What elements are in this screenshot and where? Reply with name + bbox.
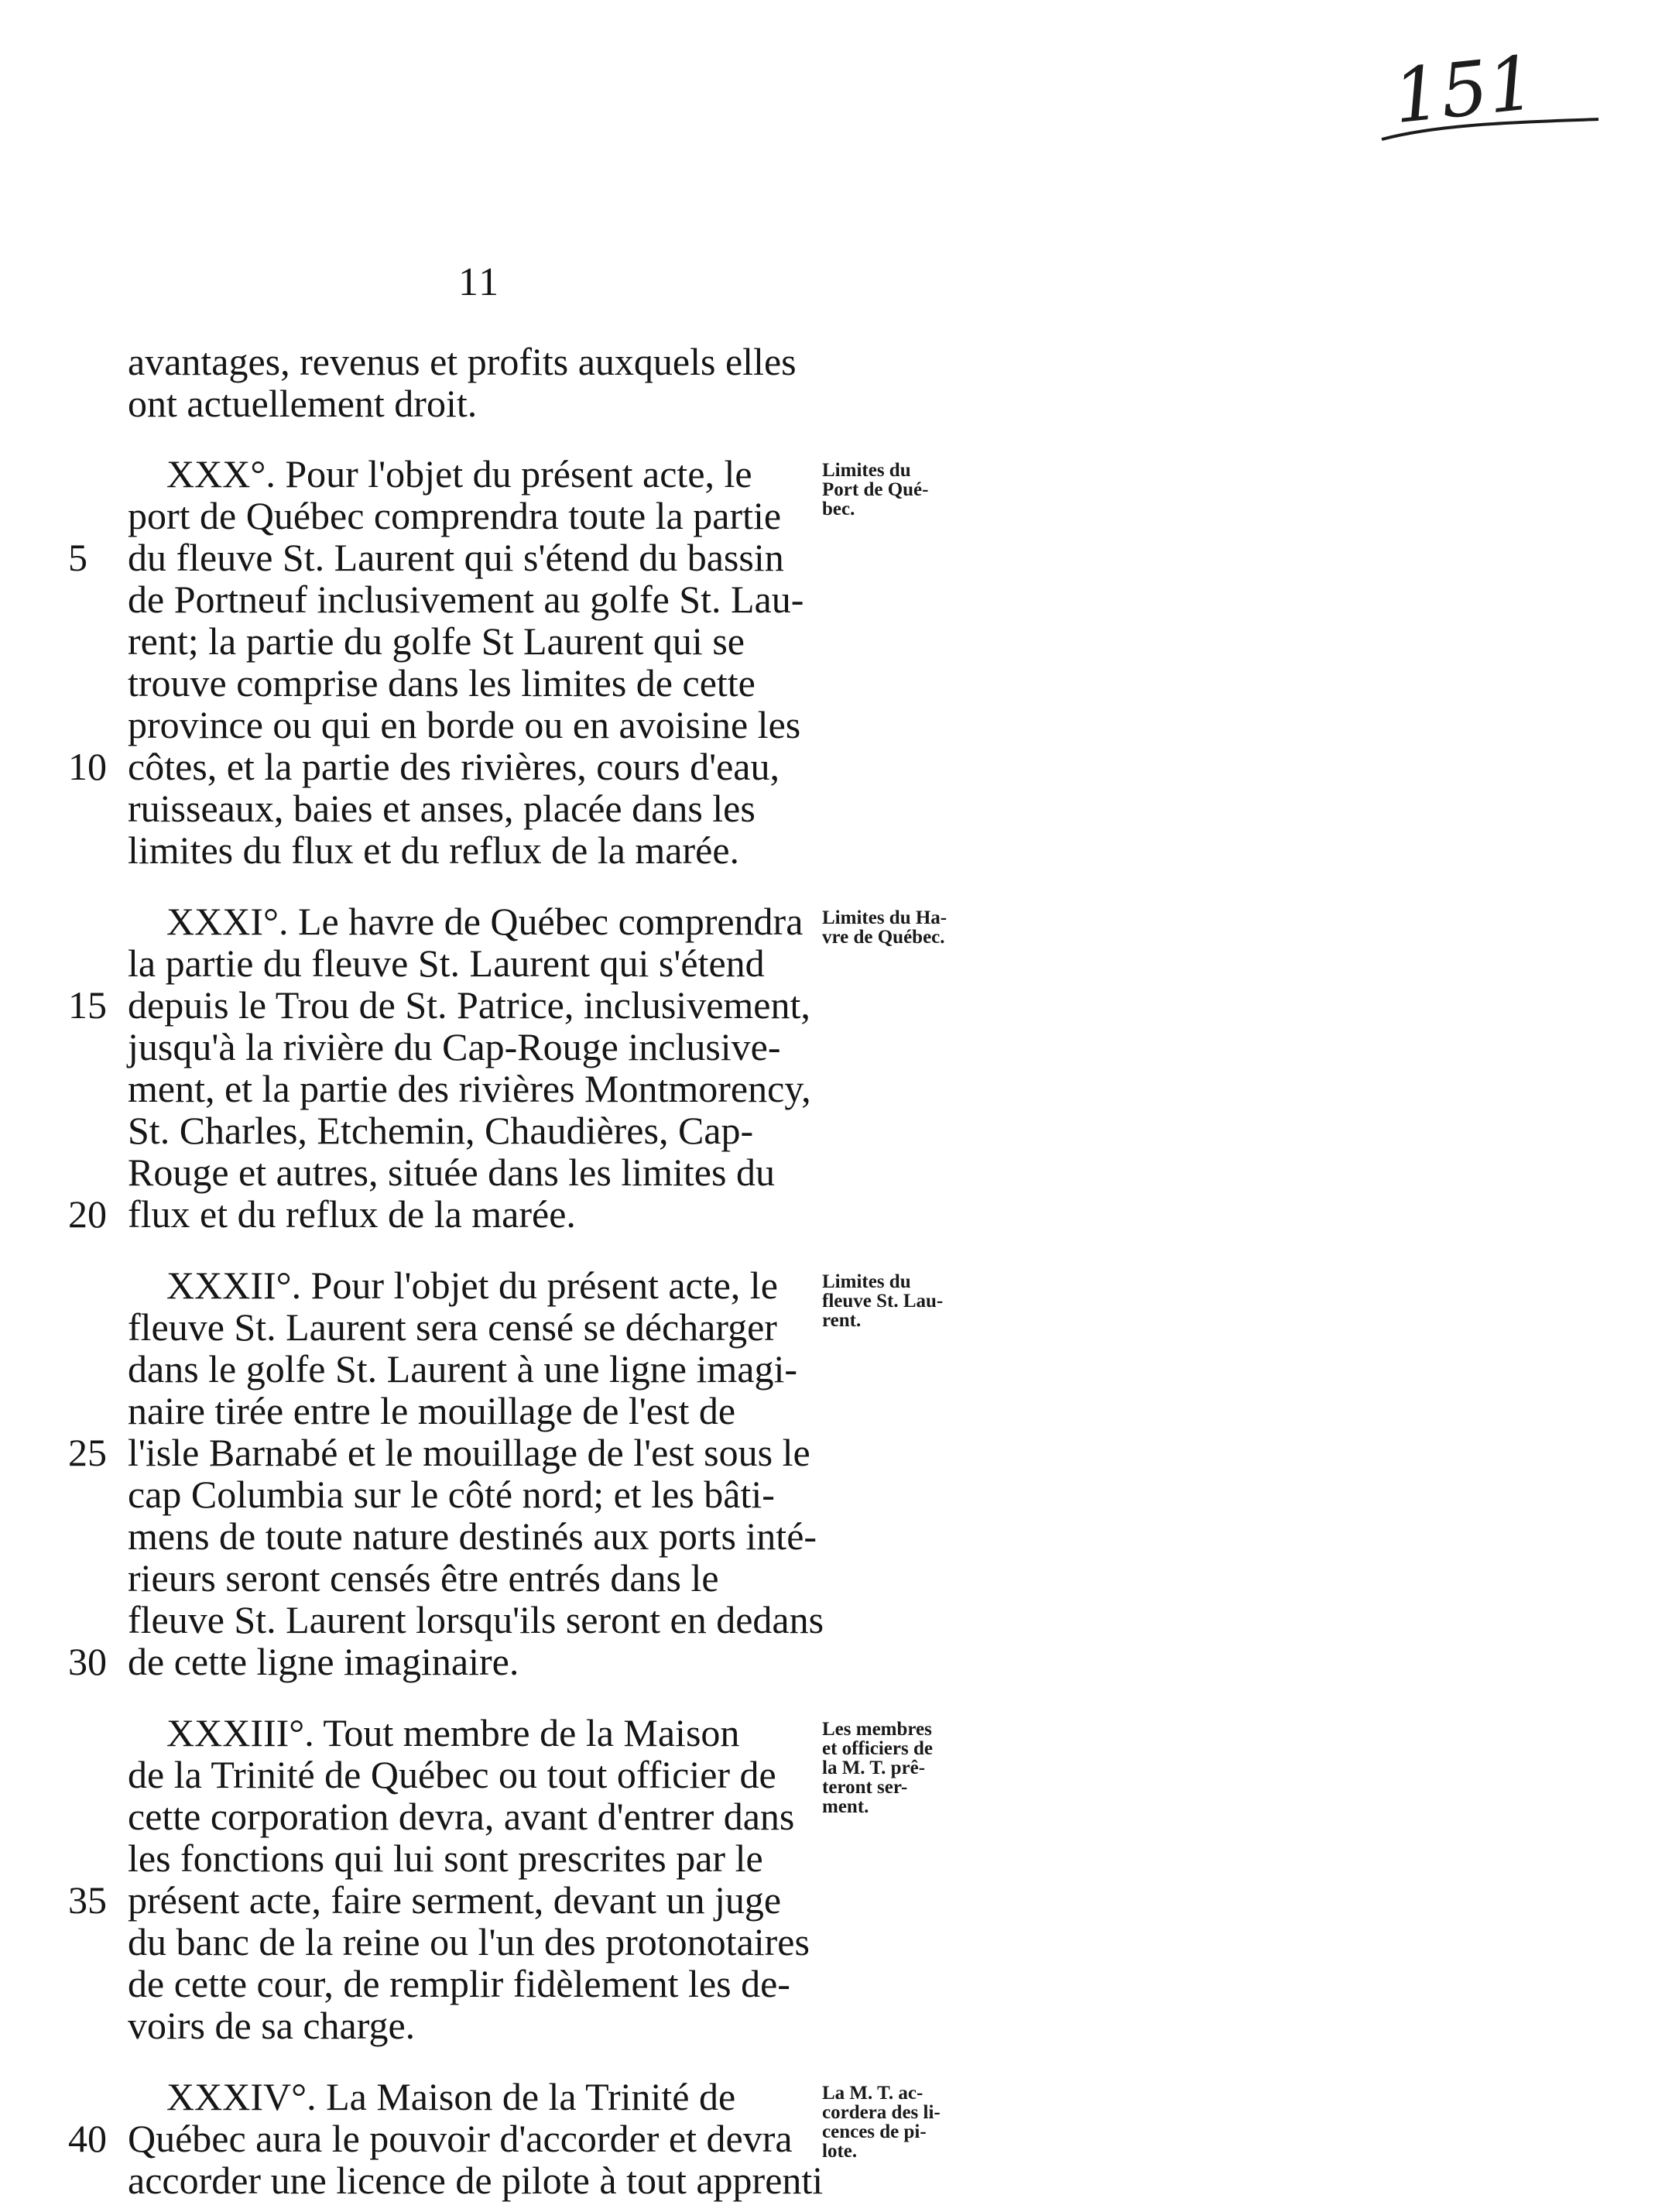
article-xxx-heading-line: XXX°. Pour l'objet du présent acte, le	[166, 452, 752, 496]
body-line: cette corporation devra, avant d'entrer dans	[128, 1795, 795, 1838]
line-number: 10	[68, 745, 107, 788]
body-line: voirs de sa charge.	[128, 2004, 416, 2047]
line-number: 15	[68, 983, 107, 1027]
body-line: cap Columbia sur le côté nord; et les bâti-	[128, 1473, 775, 1516]
margin-note-oath: Les membres et officiers de la M. T. prê- teront ser- ment.	[822, 1719, 933, 1817]
body-line: la partie du fleuve St. Laurent qui s'étend	[128, 941, 765, 985]
body-line: rieurs seront censés être entrés dans le	[128, 1556, 719, 1600]
body-line: fleuve St. Laurent sera censé se décharger	[128, 1305, 777, 1349]
body-line: ment, et la partie des rivières Montmorency,	[128, 1067, 811, 1110]
line-number: 25	[68, 1431, 107, 1474]
body-line: St. Charles, Etchemin, Chaudières, Cap-	[128, 1109, 754, 1152]
body-line: avantages, revenus et profits auxquels elles	[128, 340, 797, 383]
body-line: ont actuellement droit.	[128, 382, 478, 425]
body-line: ruisseaux, baies et anses, placée dans les	[128, 787, 756, 830]
body-line: flux et du reflux de la marée.	[128, 1192, 576, 1236]
body-line: de Portneuf inclusivement au golfe St. Lau-	[128, 578, 804, 621]
page-number: 11	[458, 260, 501, 304]
body-line: du banc de la reine ou l'un des protonotaires	[128, 1920, 810, 1963]
article-xxxii-heading-line: XXXII°. Pour l'objet du présent acte, le	[166, 1264, 778, 1307]
margin-note-harbour-limits: Limites du Ha- vre de Québec.	[822, 907, 947, 948]
article-xxxi-heading-line: XXXI°. Le havre de Québec comprendra	[166, 900, 804, 943]
body-line: dans le golfe St. Laurent à une ligne imagi-	[128, 1347, 798, 1391]
body-line: trouve comprise dans les limites de cette	[128, 661, 756, 705]
body-line: depuis le Trou de St. Patrice, inclusivement,	[128, 983, 810, 1027]
body-line: port de Québec comprendra toute la partie	[128, 494, 782, 537]
body-line: Rouge et autres, située dans les limites du	[128, 1151, 775, 1194]
body-line: rent; la partie du golfe St Laurent qui se	[128, 619, 745, 663]
body-line: de cette cour, de remplir fidèlement les de-	[128, 1962, 790, 2005]
folio-flourish-stroke	[1378, 116, 1602, 147]
body-line: Québec aura le pouvoir d'accorder et devra	[128, 2117, 793, 2160]
body-line: présent acte, faire serment, devant un juge	[128, 1878, 782, 1922]
body-line: limites du flux et du reflux de la marée.	[128, 828, 740, 872]
line-number: 40	[68, 2117, 107, 2160]
body-line: fleuve St. Laurent lorsqu'ils seront en dedans	[128, 1598, 824, 1641]
body-line: accorder une licence de pilote à tout apprenti	[128, 2159, 824, 2202]
body-line: les fonctions qui lui sont prescrites par le	[128, 1836, 763, 1880]
line-number: 5	[68, 536, 87, 579]
body-line: de la Trinité de Québec ou tout officier de	[128, 1753, 776, 1796]
body-line: de cette ligne imaginaire.	[128, 1640, 519, 1683]
body-line: jusqu'à la rivière du Cap-Rouge inclusive-	[128, 1025, 781, 1068]
line-number: 35	[68, 1878, 107, 1922]
margin-note-port-limits: Limites du Port de Qué- bec.	[822, 460, 929, 520]
body-line: du fleuve St. Laurent qui s'étend du bassin	[128, 536, 784, 579]
article-xxxiv-heading-line: XXXIV°. La Maison de la Trinité de	[166, 2075, 736, 2118]
body-line: naire tirée entre le mouillage de l'est de	[128, 1389, 736, 1432]
margin-note-pilot-licences: La M. T. ac- cordera des li- cences de pi- lote.	[822, 2083, 941, 2162]
margin-note-river-limits: Limites du fleuve St. Lau- rent.	[822, 1271, 944, 1331]
body-line: l'isle Barnabé et le mouillage de l'est sous le	[128, 1431, 810, 1474]
line-number: 20	[68, 1192, 107, 1236]
body-line: côtes, et la partie des rivières, cours d'eau,	[128, 745, 780, 788]
line-number: 30	[68, 1640, 107, 1683]
body-line: province ou qui en borde ou en avoisine les	[128, 703, 801, 746]
body-line: mens de toute nature destinés aux ports inté-	[128, 1514, 817, 1558]
article-xxxiii-heading-line: XXXIII°. Tout membre de la Maison	[166, 1711, 740, 1754]
handwritten-folio-number: 151	[1389, 39, 1540, 141]
